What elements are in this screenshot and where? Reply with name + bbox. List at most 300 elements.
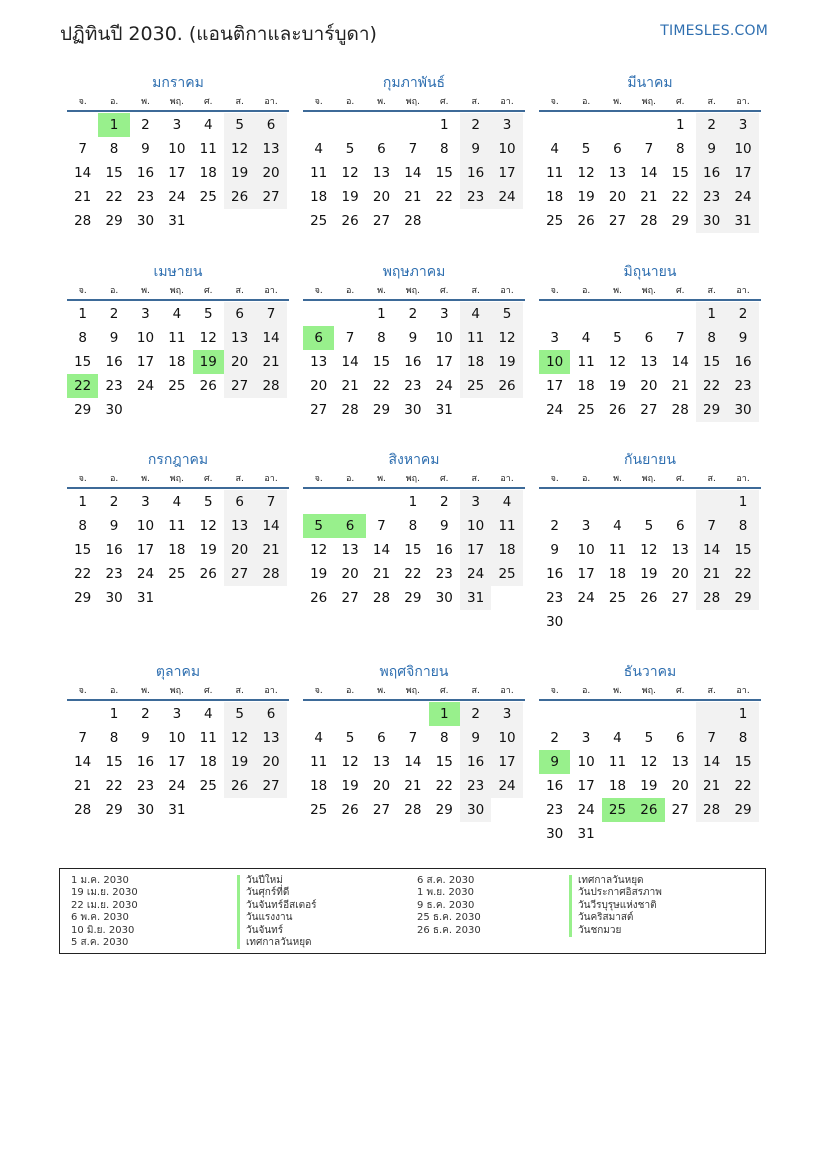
weekday-header (539, 683, 761, 701)
day-cell: 8 (727, 726, 758, 750)
weekday-label: จ. (78, 286, 87, 296)
weekday-label: อา. (500, 97, 514, 107)
day-cell: 24 (460, 562, 491, 586)
empty-day-cell (633, 702, 664, 726)
empty-day-cell (570, 702, 601, 726)
day-cell: 7 (78, 141, 87, 157)
day-cell: 26 (199, 378, 217, 394)
day-cell: 28 (74, 213, 92, 229)
weekday-label: พ. (141, 474, 150, 484)
day-cell: 20 (372, 778, 391, 794)
day-cell: 18 (168, 542, 186, 558)
weekday-label: จ. (314, 474, 323, 484)
weekday-label: อา. (264, 686, 278, 696)
weekday-label: ศ. (203, 97, 213, 107)
day-cell: 1 (727, 490, 758, 514)
legend-names-right (578, 875, 662, 937)
day-cell: 17 (491, 161, 522, 185)
empty-day-cell (570, 490, 601, 514)
day-cell: 5 (224, 113, 255, 137)
day-cell: 29 (74, 590, 92, 606)
month-block (67, 72, 289, 233)
day-cell: 1 (675, 117, 685, 133)
weekday-label: ส. (707, 686, 716, 696)
day-cell: 21 (74, 189, 92, 205)
day-cell: 21 (696, 774, 727, 798)
day-cell: 14 (640, 165, 658, 181)
day-cell: 12 (640, 542, 658, 558)
month-name: พฤษภาคม (382, 264, 446, 280)
day-cell: 28 (372, 590, 391, 606)
day-grid (303, 701, 525, 822)
day-grid (539, 112, 761, 233)
day-cell: 3 (172, 117, 182, 133)
month-block (303, 72, 525, 233)
day-cell: 24 (727, 185, 758, 209)
weekday-label: อ. (581, 686, 591, 696)
day-cell: 26 (491, 374, 522, 398)
day-cell: 12 (224, 137, 255, 161)
day-cell: 30 (435, 590, 453, 606)
month-block (303, 661, 525, 822)
day-cell: 10 (136, 518, 155, 534)
weekday-label: ส. (471, 286, 480, 296)
empty-day-cell (303, 113, 334, 137)
day-cell: 4 (491, 490, 522, 514)
legend-names-left (246, 875, 317, 949)
day-cell: 17 (491, 750, 522, 774)
weekday-label: อา. (264, 97, 278, 107)
day-cell: 19 (640, 566, 658, 582)
weekday-label: พฤ. (641, 286, 656, 296)
empty-day-cell (696, 490, 727, 514)
holiday-day-cell: 1 (98, 113, 129, 137)
empty-day-cell (665, 610, 696, 634)
day-cell: 12 (577, 165, 595, 181)
day-grid (303, 112, 525, 233)
weekday-label: อา. (736, 474, 750, 484)
weekday-label: จ. (550, 97, 559, 107)
day-cell: 20 (640, 378, 658, 394)
day-cell: 1 (109, 706, 119, 722)
month-block (539, 261, 761, 422)
day-cell: 3 (172, 706, 182, 722)
legend-date: 22 เม.ย. 2030 (71, 899, 138, 911)
empty-day-cell (633, 490, 664, 514)
day-cell: 24 (136, 566, 155, 582)
day-cell: 21 (74, 778, 92, 794)
day-cell: 25 (310, 213, 328, 229)
day-cell: 14 (696, 538, 727, 562)
day-cell: 17 (168, 754, 186, 770)
day-cell: 7 (696, 726, 727, 750)
day-cell: 13 (372, 754, 391, 770)
day-cell: 10 (577, 754, 595, 770)
day-cell: 17 (727, 161, 758, 185)
legend-holiday-name: วันวีรบุรุษแห่งชาติ (569, 900, 662, 912)
day-cell: 11 (546, 165, 564, 181)
day-cell: 12 (640, 754, 658, 770)
day-cell: 6 (255, 702, 286, 726)
day-grid (539, 701, 761, 846)
month-name: มกราคม (152, 75, 204, 91)
day-cell: 8 (377, 330, 386, 346)
day-cell: 22 (105, 189, 123, 205)
day-cell: 30 (696, 209, 727, 233)
legend-date: 5 ส.ค. 2030 (71, 937, 129, 949)
empty-day-cell (130, 398, 161, 422)
day-cell: 4 (581, 330, 591, 346)
day-cell: 8 (109, 730, 119, 746)
day-cell: 26 (341, 802, 359, 818)
empty-day-cell (224, 798, 255, 822)
day-cell: 18 (310, 778, 328, 794)
day-cell: 18 (608, 566, 627, 582)
day-cell: 28 (74, 802, 92, 818)
month-block (539, 72, 761, 233)
day-cell: 29 (727, 798, 758, 822)
day-cell: 7 (675, 330, 685, 346)
day-cell: 29 (671, 213, 689, 229)
weekday-label: พ. (141, 286, 150, 296)
day-cell: 14 (404, 165, 422, 181)
empty-day-cell (491, 586, 522, 610)
legend-holiday-name: วันคริสมาสต์ (569, 912, 662, 924)
day-cell: 4 (203, 706, 213, 722)
weekday-header (303, 94, 525, 112)
day-cell: 7 (696, 514, 727, 538)
day-grid (67, 701, 289, 822)
empty-day-cell (633, 302, 664, 326)
empty-day-cell (570, 113, 601, 137)
weekday-label: พฤ. (169, 286, 184, 296)
day-cell: 16 (546, 566, 564, 582)
month-name: กันยายน (624, 452, 676, 468)
day-cell: 24 (136, 378, 155, 394)
day-cell: 18 (546, 189, 564, 205)
day-cell: 29 (105, 213, 123, 229)
day-cell: 27 (372, 213, 391, 229)
empty-day-cell (193, 209, 224, 233)
day-cell: 13 (224, 514, 255, 538)
day-cell: 5 (644, 730, 654, 746)
weekday-label: พ. (141, 97, 150, 107)
day-cell: 3 (141, 306, 150, 322)
empty-day-cell (303, 490, 334, 514)
day-grid (67, 301, 289, 422)
day-cell: 23 (546, 590, 564, 606)
day-cell: 14 (74, 754, 92, 770)
day-cell: 28 (696, 798, 727, 822)
month-block (303, 449, 525, 610)
day-cell: 9 (550, 542, 559, 558)
day-cell: 22 (105, 778, 123, 794)
day-cell: 8 (675, 141, 685, 157)
empty-day-cell (602, 113, 633, 137)
day-cell: 17 (435, 354, 453, 370)
day-cell: 14 (255, 326, 286, 350)
weekday-label: อา. (264, 474, 278, 484)
empty-day-cell (67, 702, 98, 726)
page-title: ปฏิทินปี 2030. (แอนติกาและบาร์บูดา) (60, 23, 377, 45)
weekday-label: ส. (471, 474, 480, 484)
day-cell: 7 (78, 730, 87, 746)
empty-day-cell (539, 113, 570, 137)
empty-day-cell (429, 209, 460, 233)
day-cell: 22 (727, 562, 758, 586)
day-cell: 26 (577, 213, 595, 229)
day-cell: 5 (491, 302, 522, 326)
weekday-label: ส. (707, 97, 716, 107)
day-cell: 9 (141, 141, 150, 157)
day-cell: 21 (404, 778, 422, 794)
empty-day-cell (570, 302, 601, 326)
month-block (67, 661, 289, 822)
day-cell: 24 (435, 378, 453, 394)
empty-day-cell (665, 302, 696, 326)
weekday-label: ศ. (675, 286, 685, 296)
day-cell: 26 (199, 566, 217, 582)
day-cell: 16 (546, 778, 564, 794)
day-cell: 31 (136, 590, 155, 606)
weekday-header (539, 94, 761, 112)
day-cell: 4 (314, 730, 323, 746)
day-cell: 13 (671, 754, 689, 770)
day-cell: 3 (141, 494, 150, 510)
day-cell: 24 (168, 778, 186, 794)
day-cell: 15 (74, 354, 92, 370)
empty-day-cell (602, 610, 633, 634)
day-cell: 15 (372, 354, 391, 370)
weekday-label: พฤ. (405, 97, 420, 107)
day-cell: 25 (199, 189, 217, 205)
day-cell: 8 (408, 518, 418, 534)
day-cell: 20 (341, 566, 359, 582)
day-cell: 16 (105, 542, 123, 558)
day-cell: 22 (404, 566, 422, 582)
day-cell: 1 (408, 494, 418, 510)
month-name: มิถุนายน (623, 264, 677, 280)
day-cell: 16 (696, 161, 727, 185)
empty-day-cell (255, 209, 286, 233)
day-cell: 13 (255, 137, 286, 161)
day-cell: 19 (341, 778, 359, 794)
day-cell: 21 (640, 189, 658, 205)
weekday-label: ส. (471, 97, 480, 107)
day-cell: 12 (491, 326, 522, 350)
day-cell: 3 (460, 490, 491, 514)
weekday-label: จ. (550, 474, 559, 484)
day-cell: 1 (696, 302, 727, 326)
day-cell: 15 (435, 754, 453, 770)
weekday-label: ส. (235, 286, 244, 296)
empty-day-cell (570, 610, 601, 634)
month-name: ตุลาคม (155, 664, 201, 680)
day-cell: 9 (460, 137, 491, 161)
day-cell: 23 (460, 185, 491, 209)
day-cell: 29 (404, 590, 422, 606)
day-cell: 10 (460, 514, 491, 538)
day-cell: 20 (255, 750, 286, 774)
day-cell: 25 (577, 402, 595, 418)
day-cell: 9 (109, 330, 119, 346)
day-cell: 9 (460, 726, 491, 750)
weekday-label: ส. (235, 686, 244, 696)
day-cell: 23 (136, 189, 155, 205)
day-cell: 14 (372, 542, 391, 558)
day-cell: 6 (675, 730, 685, 746)
weekday-header (67, 683, 289, 701)
day-cell: 4 (613, 730, 622, 746)
weekday-header (67, 283, 289, 301)
day-cell: 22 (727, 774, 758, 798)
empty-day-cell (161, 586, 192, 610)
day-cell: 30 (404, 402, 422, 418)
day-cell: 24 (491, 185, 522, 209)
day-cell: 7 (408, 141, 418, 157)
legend-dates-right (417, 875, 481, 937)
day-cell: 10 (491, 137, 522, 161)
empty-day-cell (460, 209, 491, 233)
day-cell: 23 (136, 778, 155, 794)
day-cell: 27 (255, 774, 286, 798)
month-block (67, 261, 289, 422)
day-cell: 16 (105, 354, 123, 370)
day-cell: 25 (199, 778, 217, 794)
day-cell: 19 (224, 750, 255, 774)
day-grid (303, 301, 525, 422)
empty-day-cell (224, 209, 255, 233)
weekday-label: อ. (345, 97, 355, 107)
weekday-label: อา. (500, 474, 514, 484)
day-cell: 3 (581, 518, 591, 534)
day-cell: 26 (608, 402, 627, 418)
day-cell: 25 (491, 562, 522, 586)
day-cell: 11 (310, 165, 328, 181)
day-cell: 8 (696, 326, 727, 350)
day-cell: 15 (435, 165, 453, 181)
holiday-day-cell: 22 (67, 374, 98, 398)
day-cell: 19 (310, 566, 328, 582)
weekday-label: พ. (377, 686, 386, 696)
day-cell: 15 (696, 350, 727, 374)
month-name: ธันวาคม (623, 664, 677, 680)
empty-day-cell (334, 702, 365, 726)
empty-day-cell (491, 209, 522, 233)
holiday-day-cell: 6 (303, 326, 334, 350)
empty-day-cell (161, 398, 192, 422)
day-cell: 12 (224, 726, 255, 750)
day-cell: 23 (460, 774, 491, 798)
day-cell: 16 (727, 350, 758, 374)
day-cell: 15 (671, 165, 689, 181)
empty-day-cell (602, 702, 633, 726)
day-cell: 4 (172, 306, 182, 322)
day-cell: 4 (550, 141, 559, 157)
empty-day-cell (633, 113, 664, 137)
empty-day-cell (224, 586, 255, 610)
day-cell: 28 (255, 374, 286, 398)
legend-date: 26 ธ.ค. 2030 (417, 924, 481, 936)
day-cell: 27 (224, 562, 255, 586)
day-cell: 26 (341, 213, 359, 229)
month-name: พฤศจิกายน (379, 664, 449, 680)
weekday-label: อา. (500, 686, 514, 696)
empty-day-cell (491, 398, 522, 422)
holiday-day-cell: 5 (303, 514, 334, 538)
day-cell: 18 (460, 350, 491, 374)
day-grid (303, 489, 525, 610)
day-cell: 19 (224, 161, 255, 185)
day-cell: 25 (546, 213, 564, 229)
month-block (539, 661, 761, 846)
day-grid (539, 489, 761, 634)
day-cell: 30 (460, 798, 491, 822)
day-cell: 6 (255, 113, 286, 137)
empty-day-cell (303, 302, 334, 326)
weekday-label: จ. (78, 97, 87, 107)
day-cell: 9 (408, 330, 418, 346)
day-cell: 10 (168, 730, 186, 746)
day-cell: 7 (408, 730, 418, 746)
day-cell: 2 (727, 302, 758, 326)
day-cell: 22 (696, 374, 727, 398)
empty-day-cell (727, 822, 758, 846)
day-cell: 2 (460, 113, 491, 137)
empty-day-cell (303, 702, 334, 726)
day-cell: 16 (435, 542, 453, 558)
weekday-label: จ. (314, 97, 323, 107)
day-cell: 20 (671, 566, 689, 582)
day-cell: 28 (255, 562, 286, 586)
day-cell: 4 (203, 117, 213, 133)
day-cell: 30 (136, 802, 155, 818)
empty-day-cell (334, 113, 365, 137)
day-cell: 25 (608, 590, 627, 606)
holiday-day-cell: 1 (429, 702, 460, 726)
empty-day-cell (665, 490, 696, 514)
weekday-label: อา. (736, 97, 750, 107)
day-cell: 11 (199, 141, 217, 157)
day-grid (539, 301, 761, 422)
day-cell: 22 (671, 189, 689, 205)
day-cell: 23 (435, 566, 453, 582)
weekday-label: พ. (613, 686, 622, 696)
weekday-label: ศ. (203, 474, 213, 484)
weekday-label: จ. (314, 686, 323, 696)
day-cell: 15 (105, 165, 123, 181)
day-cell: 16 (460, 161, 491, 185)
weekday-header (539, 283, 761, 301)
day-cell: 23 (696, 185, 727, 209)
day-cell: 3 (491, 702, 522, 726)
day-cell: 23 (546, 802, 564, 818)
day-cell: 20 (310, 378, 328, 394)
empty-day-cell (602, 302, 633, 326)
day-cell: 19 (608, 378, 627, 394)
brand-logo-text[interactable]: TIMESLES.COM (660, 23, 768, 39)
day-cell: 7 (255, 302, 286, 326)
day-cell: 27 (671, 590, 689, 606)
day-cell: 2 (460, 702, 491, 726)
empty-day-cell (539, 702, 570, 726)
empty-day-cell (602, 822, 633, 846)
empty-day-cell (696, 610, 727, 634)
legend-holiday-name: เทศกาลวันหยุด (237, 937, 317, 949)
weekday-label: ศ. (675, 97, 685, 107)
weekday-label: ศ. (439, 97, 449, 107)
legend-holiday-name: วันชกมวย (569, 925, 662, 937)
